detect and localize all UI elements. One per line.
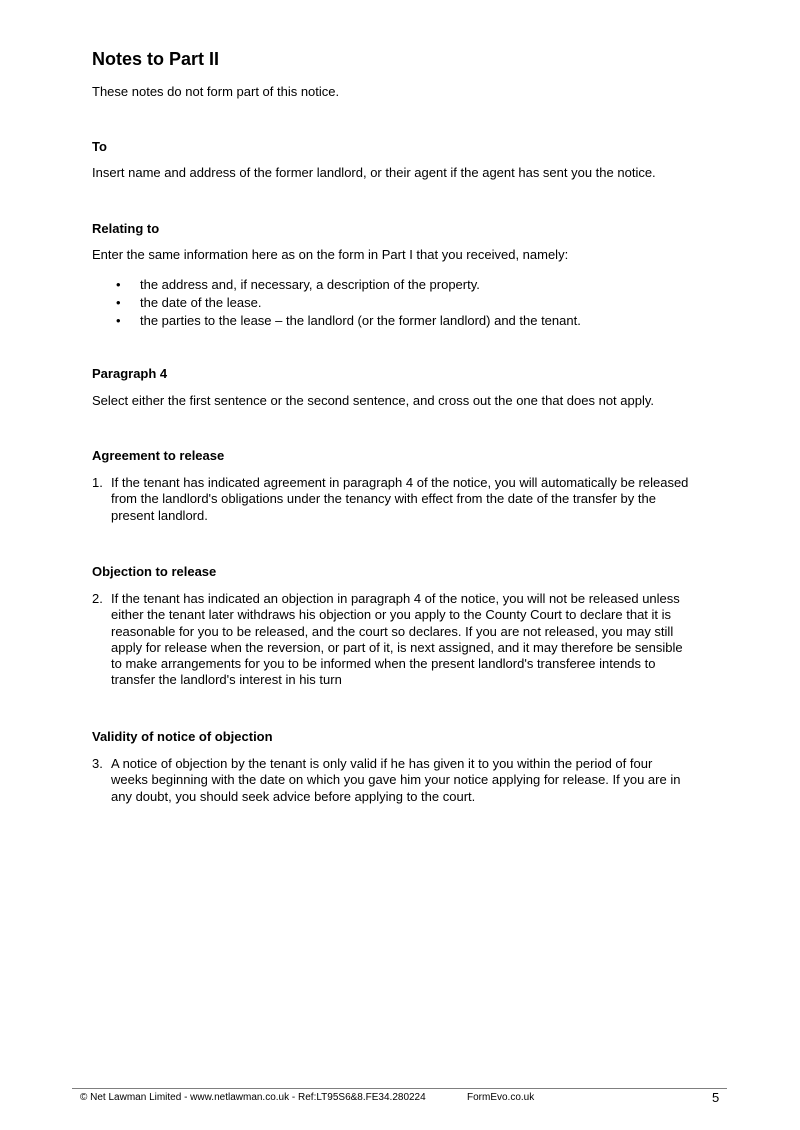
note-line: to make arrangements for you to be informed when the present landlord's transferee intends to [111, 656, 656, 672]
intro-note: These notes do not form part of this notice. [92, 84, 340, 99]
text-paragraph-4: Select either the first sentence or the second sentence, and cross out the one that does not apply. [92, 393, 655, 408]
note-line: either the tenant later withdraws his objection or you apply to the County Court to declare that it is [111, 607, 672, 623]
note-line: any doubt, you should seek advice before applying to the court. [111, 788, 476, 804]
heading-validity-of-notice: Validity of notice of objection [92, 729, 273, 744]
numbered-note-1 [92, 475, 712, 524]
note-number: 2. [92, 591, 103, 606]
note-line: reasonable for you to be released, and the court so declares. If you are not released, you may still [111, 623, 674, 639]
list-item-text: the date of the lease. [140, 295, 262, 310]
bullet-icon: • [116, 295, 121, 310]
text-to: Insert name and address of the former landlord, or their agent if the agent has sent you the notice. [92, 165, 656, 180]
heading-paragraph-4: Paragraph 4 [92, 366, 168, 381]
footer-divider [72, 1088, 727, 1089]
heading-to: To [92, 139, 107, 154]
note-line: If the tenant has indicated an objection in paragraph 4 of the notice, you will not be released unless [111, 591, 680, 606]
list-item [92, 294, 581, 312]
list-item-text: the address and, if necessary, a description of the property. [140, 277, 480, 292]
list-item [92, 312, 581, 330]
note-line: transfer the landlord's interest in his turn [111, 672, 342, 688]
bullet-icon: • [116, 313, 121, 328]
note-line: apply for release when the reversion, or part of it, is next assigned, and it may therefore be sensible [111, 639, 683, 655]
numbered-note-3 [92, 756, 712, 805]
note-number: 1. [92, 475, 103, 490]
note-number: 3. [92, 756, 103, 771]
footer-site-link[interactable]: FormEvo.co.uk [467, 1092, 535, 1103]
note-line: If the tenant has indicated agreement in paragraph 4 of the notice, you will automatically be released [111, 475, 689, 490]
heading-relating-to: Relating to [92, 221, 160, 236]
note-line: A notice of objection by the tenant is only valid if he has given it to you within the period of four [111, 756, 653, 771]
bullet-icon: • [116, 277, 121, 292]
note-line: weeks beginning with the date on which you gave him your notice applying for release. If you are in [111, 772, 681, 788]
note-line: from the landlord's obligations under the tenancy with effect from the date of the transfer by the [111, 491, 656, 507]
heading-objection-to-release: Objection to release [92, 564, 217, 579]
numbered-note-2 [92, 591, 712, 689]
list-item-text: the parties to the lease – the landlord (or the former landlord) and the tenant. [140, 313, 581, 328]
bullet-list [92, 276, 581, 330]
footer-copyright: © Net Lawman Limited - www.netlawman.co.uk - Ref:LT95S6&8.FE34.280224 [80, 1092, 426, 1103]
list-item [92, 276, 581, 294]
page-number: 5 [712, 1090, 720, 1105]
heading-agreement-to-release: Agreement to release [92, 448, 225, 463]
text-relating-to: Enter the same information here as on the form in Part I that you received, namely: [92, 247, 569, 262]
note-line: present landlord. [111, 507, 208, 523]
page-title: Notes to Part II [92, 49, 220, 69]
